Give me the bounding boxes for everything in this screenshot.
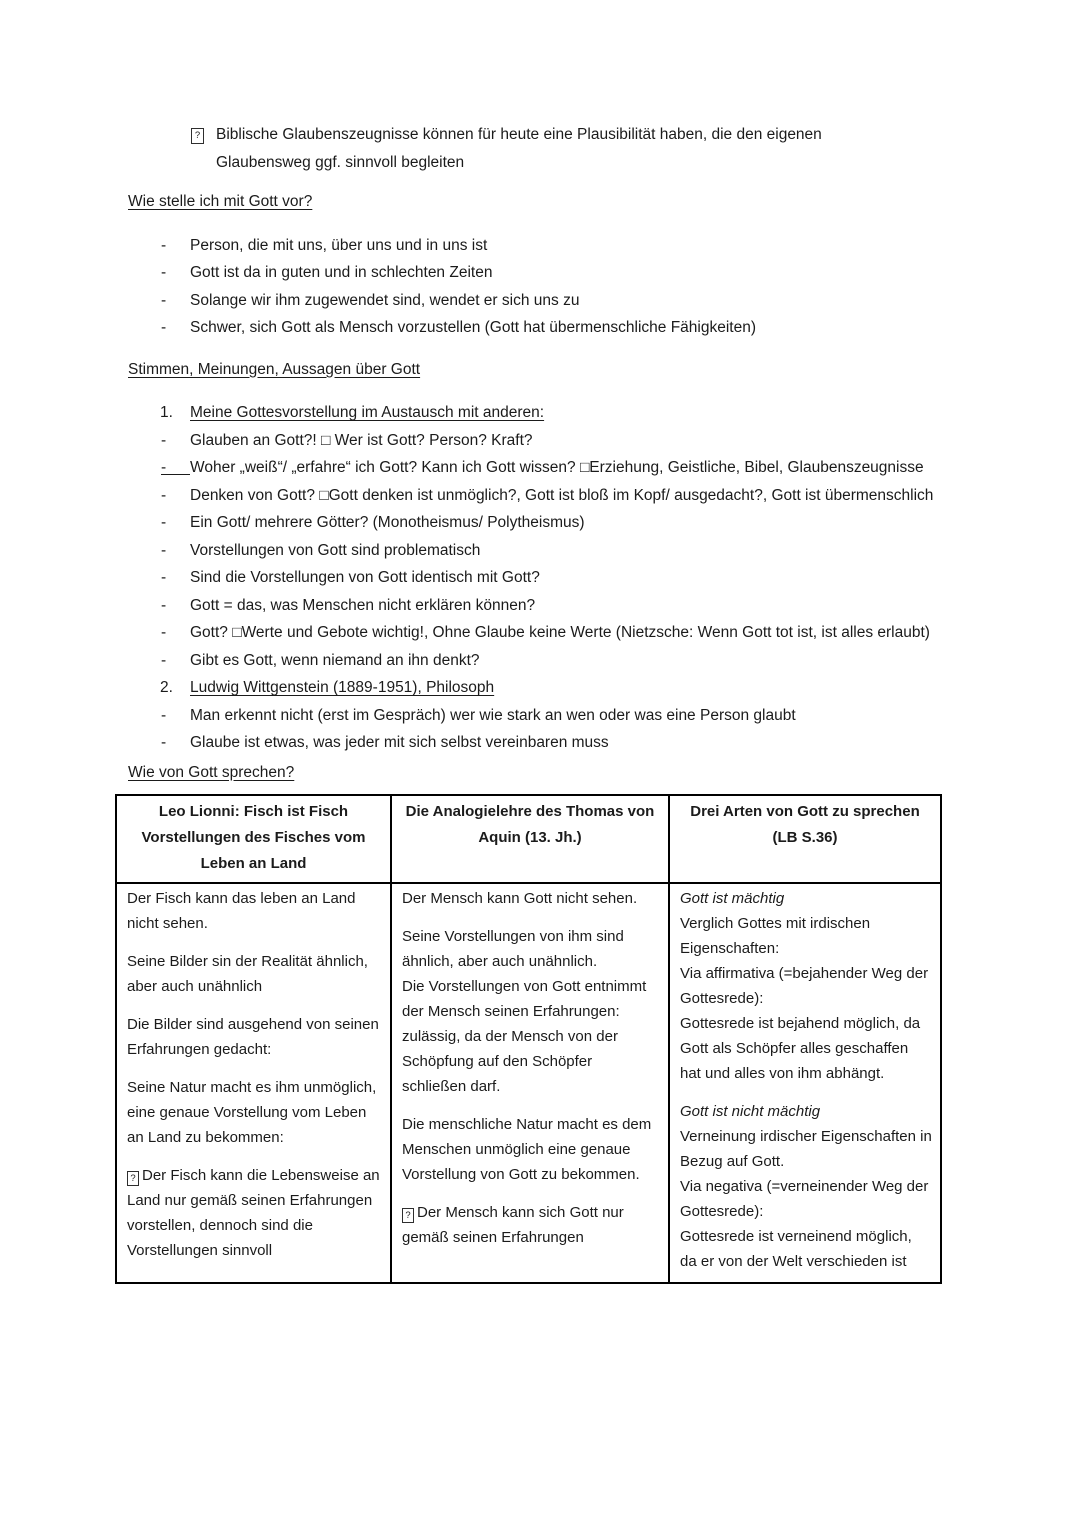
list-item <box>128 647 935 675</box>
list-item-text: Gott = das, was Menschen nicht erklären können? <box>190 596 536 614</box>
list-item-text: Vorstellungen von Gott sind problematisch <box>190 541 481 559</box>
dash-bullet: - <box>161 596 167 614</box>
dash-bullet: - <box>161 734 167 751</box>
missing-glyph-box-icon: ? <box>127 1171 139 1186</box>
dash-bullet: - <box>161 651 167 669</box>
list-item <box>128 729 935 757</box>
heading-stimmen-meinungen-aussagen: Stimmen, Meinungen, Aussagen über Gott <box>128 360 421 378</box>
dash-bullet: - <box>161 264 167 281</box>
list-item-text: Sind die Vorstellungen von Gott identisch mit Gott? <box>190 569 540 586</box>
dash-bullet: - <box>161 291 167 309</box>
cell-paragraph: Seine Vorstellungen von ihm sind ähnlich, aber auch unähnlich. <box>402 928 624 970</box>
list-item <box>128 287 935 315</box>
dash-bullet: - <box>161 624 167 641</box>
cell-paragraph: Der Fisch kann das leben an Land nicht sehen. <box>127 890 356 932</box>
dash-bullet: - <box>161 486 167 504</box>
cell-paragraph: Via affirmativa (=bejahender Weg der Gottesrede): <box>680 965 929 1007</box>
list-item <box>128 619 935 647</box>
cell-paragraph: Die menschliche Natur macht es dem Menschen unmöglich eine genaue Vorstellung von Gott zu bekommen. <box>402 1116 652 1183</box>
list-item-text: Solange wir ihm zugewendet sind, wendet er sich uns zu <box>190 291 580 309</box>
dash-bullet: - <box>161 541 167 559</box>
header-line: Leo Lionni: Fisch ist Fisch <box>158 803 349 820</box>
list-item-text: Glaube ist etwas, was jeder mit sich selbst vereinbaren muss <box>190 734 609 751</box>
intro-bullet-text: Biblische Glaubenszeugnisse können für heute eine Plausibilität haben, die den eigenen Glaubensweg ggf. sinnvoll begleiten <box>216 126 822 171</box>
table-header-leo-lionni <box>116 795 391 883</box>
cell-subheading-italic: Gott ist mächtig <box>680 890 785 907</box>
list-item-text: Denken von Gott? □Gott denken ist unmöglich?, Gott ist bloß im Kopf/ ausgedacht?, Gott ist übermenschlich <box>190 486 934 504</box>
cell-paragraph <box>127 1163 382 1263</box>
dash-bullet: - <box>161 319 167 336</box>
list-item <box>128 454 935 482</box>
list-item-text: Schwer, sich Gott als Mensch vorzustellen (Gott hat übermenschliche Fähigkeiten) <box>190 319 757 336</box>
list-item <box>128 482 935 510</box>
list-item <box>128 232 935 260</box>
table-header-row <box>116 795 941 883</box>
cell-paragraph: Gottesrede ist bejahend möglich, da Gott als Schöpfer alles geschaffen hat und alles von ihm abhängt. <box>680 1015 921 1082</box>
missing-glyph-box-icon: ? <box>402 1208 414 1223</box>
list-item <box>128 509 935 537</box>
cell-mensch <box>391 883 669 1283</box>
table-body-row <box>116 883 941 1283</box>
missing-glyph-box-icon: ? <box>191 128 204 144</box>
cell-paragraph-text: Der Mensch kann sich Gott nur gemäß seinen Erfahrungen <box>402 1204 624 1246</box>
cell-paragraph: Verglich Gottes mit irdischen Eigenschaften: <box>680 915 871 957</box>
dash-bullet-underlined: - <box>161 454 190 475</box>
numbered-item-1 <box>128 399 935 427</box>
list-item <box>128 702 935 730</box>
table-header-drei-arten: Drei Arten von Gott zu sprechen (LB S.36) <box>669 795 941 883</box>
list-gottesvorstellung <box>128 232 940 342</box>
cell-paragraph: Der Mensch kann Gott nicht sehen. <box>402 890 638 907</box>
list-item-text: Gott? □Werte und Gebote wichtig!, Ohne Glaube keine Werte (Nietzsche: Wenn Gott tot ist, ist alles erlaubt) <box>190 624 930 641</box>
cell-subheading-italic: Gott ist nicht mächtig <box>680 1103 821 1120</box>
list-item <box>128 427 935 455</box>
list-item <box>128 259 935 287</box>
list-item <box>128 314 935 342</box>
cell-paragraph: Via negativa (=verneinender Weg der Gottesrede): <box>680 1178 929 1220</box>
list-item-text: Man erkennt nicht (erst im Gespräch) wer wie stark an wen oder was eine Person glaubt <box>190 706 796 724</box>
list-item <box>128 592 935 620</box>
heading-wie-von-gott-sprechen: Wie von Gott sprechen? <box>128 763 295 781</box>
dash-bullet: - <box>161 236 167 254</box>
list-item <box>128 564 935 592</box>
cell-paragraph: Seine Bilder sin der Realität ähnlich, aber auch unähnlich <box>127 953 368 995</box>
cell-paragraph: Die Bilder sind ausgehend von seinen Erfahrungen gedacht: <box>127 1016 379 1058</box>
dash-bullet: - <box>161 514 167 531</box>
cell-drei-arten <box>669 883 941 1283</box>
cell-blank-line <box>680 1086 932 1099</box>
cell-paragraph: Die Vorstellungen von Gott entnimmt der Mensch seinen Erfahrungen: zulässig, da der Mensch von der Schöpfung auf den Schöpfer schließen darf. <box>402 978 647 1095</box>
heading-wie-stelle-ich-mit-gott-vor: Wie stelle ich mit Gott vor? <box>128 193 313 210</box>
cell-paragraph <box>402 1200 660 1250</box>
number-marker: 1. <box>160 404 173 421</box>
numbered-item-text: Ludwig Wittgenstein (1889-1951), Philosoph <box>190 679 495 696</box>
numbered-item-2 <box>128 674 935 702</box>
intro-bullet-item <box>128 121 878 176</box>
cell-paragraph-text: Der Fisch kann die Lebensweise an Land nur gemäß seinen Erfahrungen vorstellen, dennoch sind die Vorstellungen sinnvoll <box>127 1167 380 1259</box>
dash-bullet: - <box>161 569 167 586</box>
list-item-text: Ein Gott/ mehrere Götter? (Monotheismus/ Polytheismus) <box>190 514 585 531</box>
cell-paragraph: Verneinung irdischer Eigenschaften in Bezug auf Gott. <box>680 1128 932 1170</box>
number-marker: 2. <box>160 679 173 696</box>
numbered-item-text: Meine Gottesvorstellung im Austausch mit anderen: <box>190 404 545 421</box>
list-item <box>128 537 935 565</box>
list-item-text: Woher „weiß“/ „erfahre“ ich Gott? Kann ich Gott wissen? □Erziehung, Geistliche, Bibel, Glaubenszeugnisse <box>190 459 924 476</box>
cell-paragraph: Seine Natur macht es ihm unmöglich, eine genaue Vorstellung vom Leben an Land zu bekommen: <box>127 1079 377 1146</box>
list-item-text: Glauben an Gott?! □ Wer ist Gott? Person? Kraft? <box>190 431 533 449</box>
dash-bullet: - <box>161 431 167 449</box>
gottesrede-comparison-table <box>115 794 942 1284</box>
header-line: Vorstellungen des Fisches vom Leben an Land <box>141 829 366 872</box>
dash-bullet: - <box>161 706 167 724</box>
cell-paragraph: Gottesrede ist verneinend möglich, da er von der Welt verschieden ist <box>680 1228 912 1270</box>
list-item-text: Gibt es Gott, wenn niemand an ihn denkt? <box>190 651 480 669</box>
list-item-text: Person, die mit uns, über uns und in uns ist <box>190 236 488 254</box>
list-item-text: Gott ist da in guten und in schlechten Zeiten <box>190 264 493 281</box>
list-stimmen <box>128 399 940 757</box>
table-header-analogielehre: Die Analogielehre des Thomas von Aquin (13. Jh.) <box>391 795 669 883</box>
cell-fisch <box>116 883 391 1283</box>
